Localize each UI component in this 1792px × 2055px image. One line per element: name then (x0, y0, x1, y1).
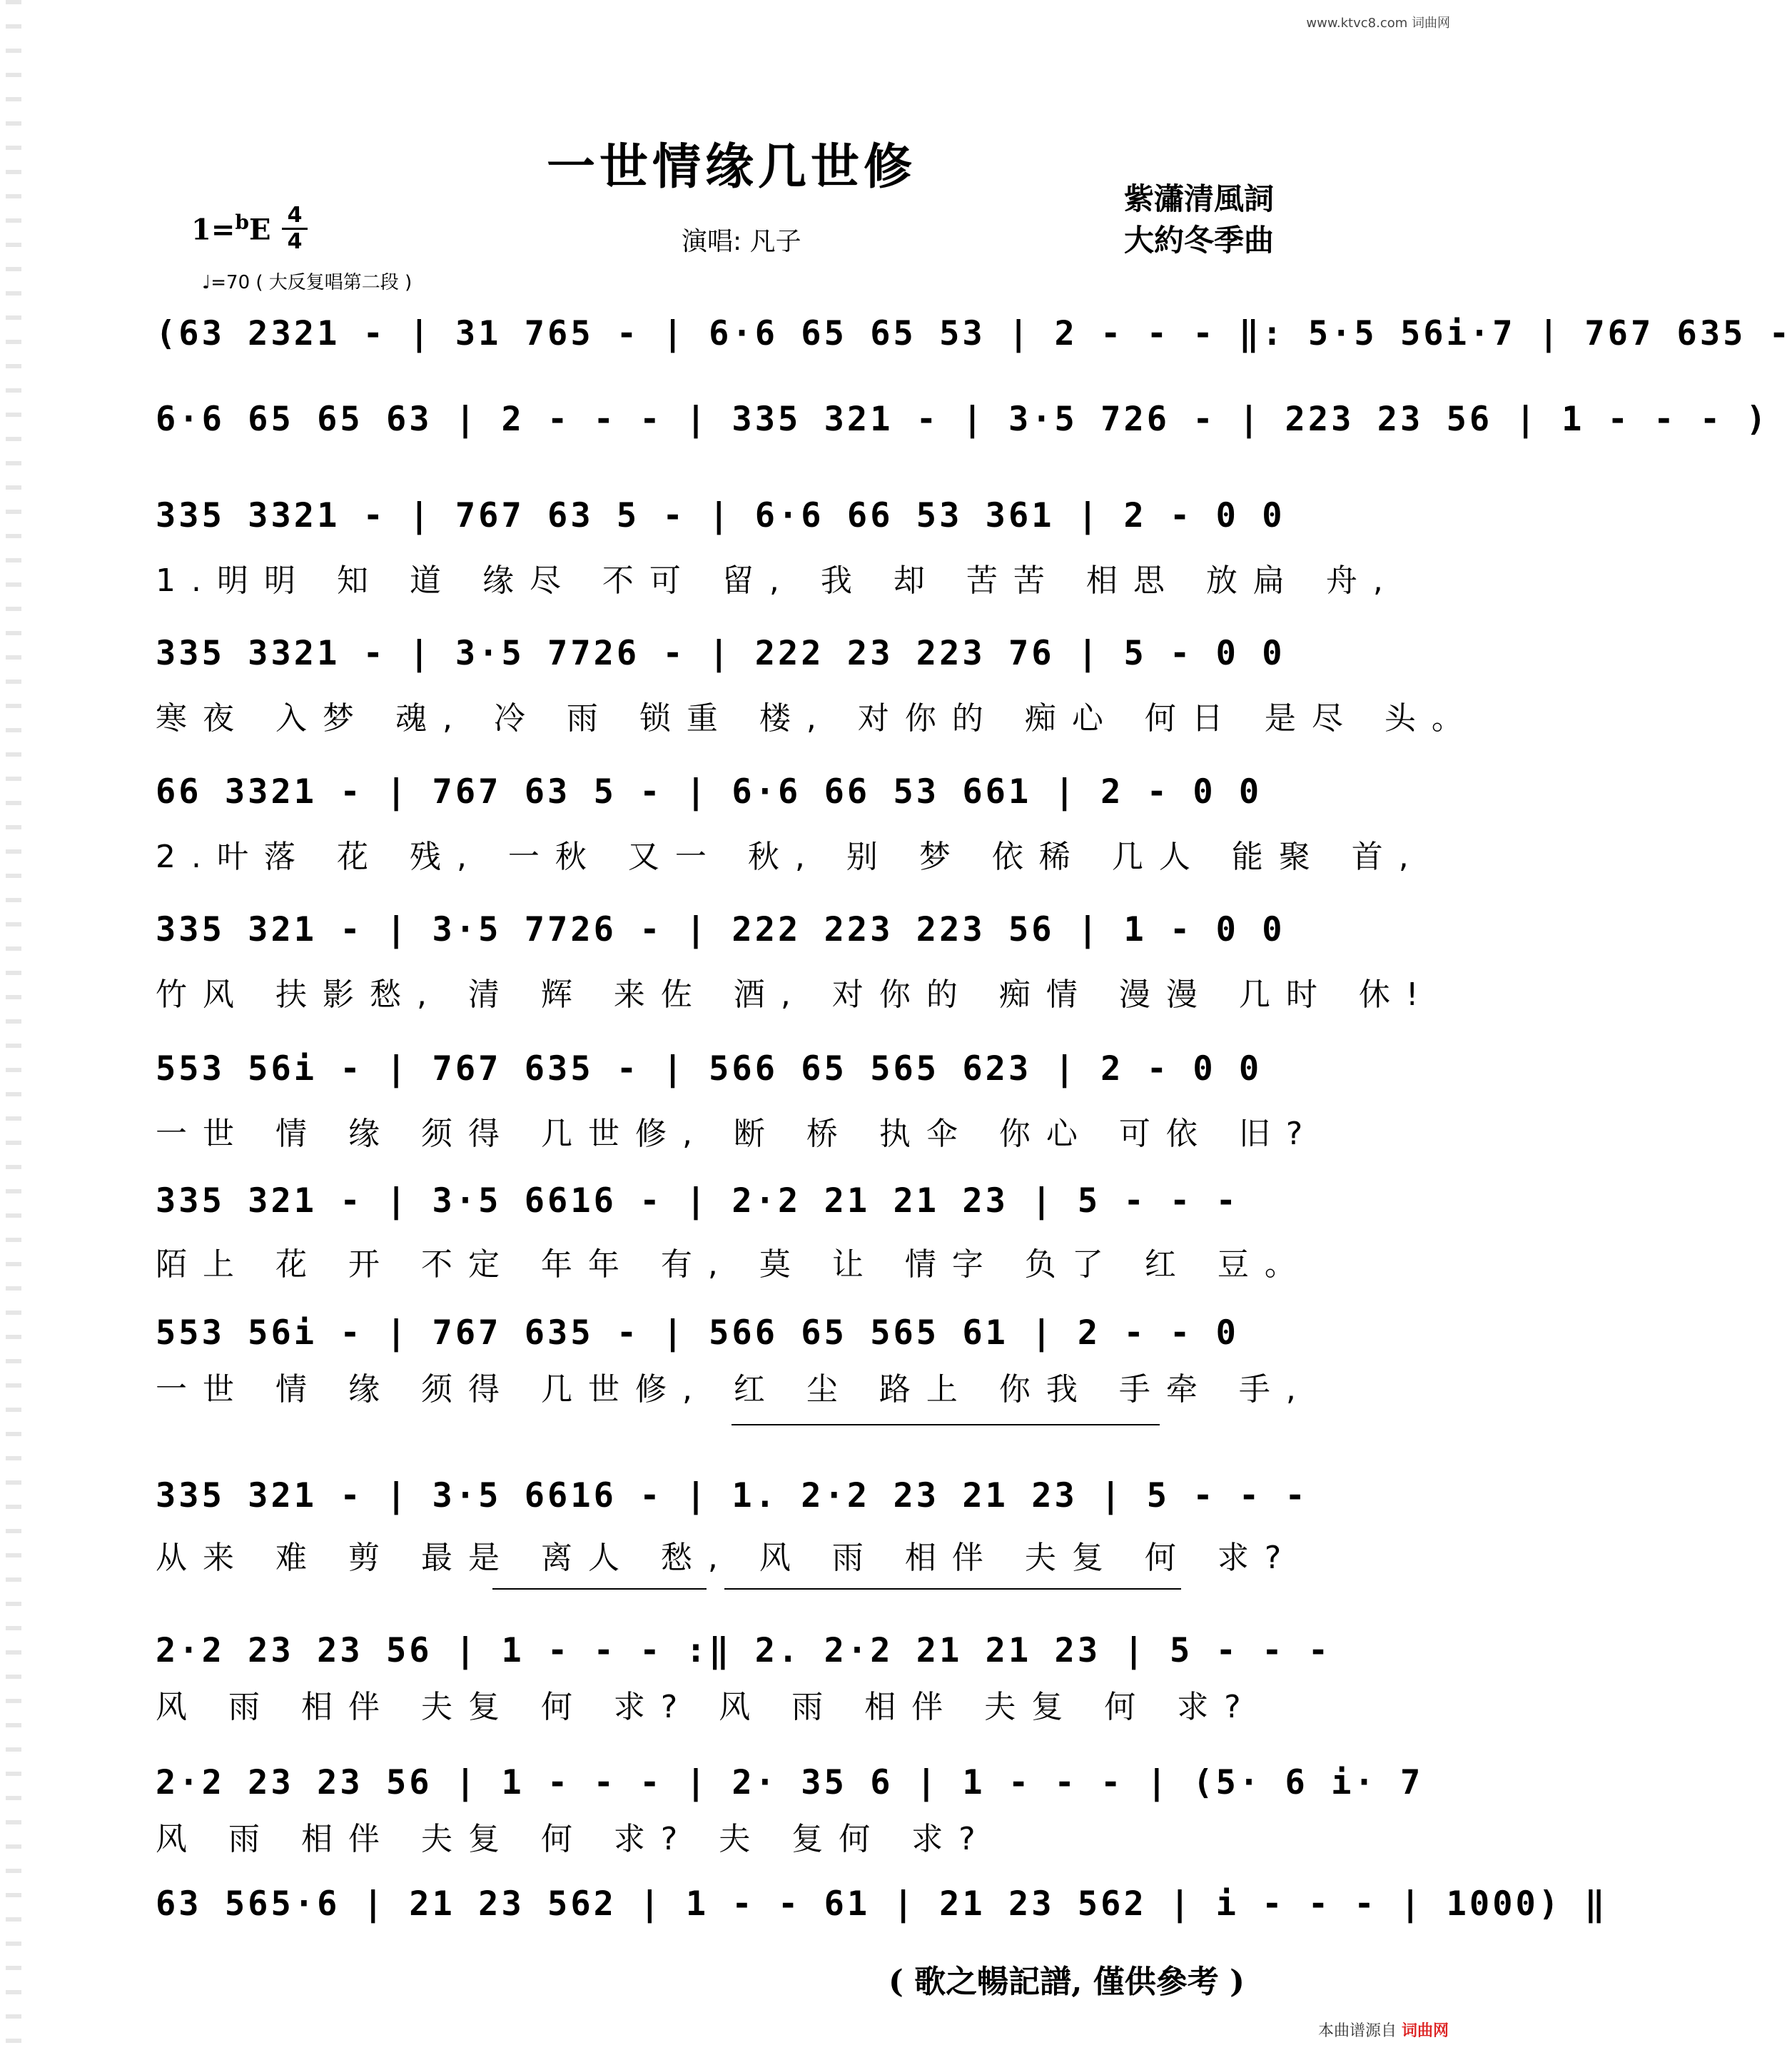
notation-line: 553 56i - | 767 635 - | 566 65 565 623 | 2 - 0 0 (156, 1049, 1262, 1089)
lyric-line: 1.明明 知 道 缘尽 不可 留, 我 却 苦苦 相思 放扁 舟, (156, 562, 1399, 599)
time-signature (282, 203, 308, 254)
lyric-line: 风 雨 相伴 夫复 何 求? 风 雨 相伴 夫复 何 求? (156, 1689, 1257, 1725)
key-signature (191, 211, 270, 246)
meter-bottom: 4 (287, 229, 303, 254)
score-row (0, 400, 1769, 471)
notation-line: 63 565·6 | 21 23 562 | 1 - - 61 | 21 23 562 | i - - - | 1000) ‖ (156, 1884, 1608, 1924)
lyric-line: 寒夜 入梦 魂, 冷 雨 锁重 楼, 对你的 痴心 何日 是尽 头。 (156, 700, 1479, 737)
tempo-marking: ♩=70 ( 大反复唱第二段 ) (202, 272, 412, 293)
flat-sign: b (235, 211, 249, 234)
volta-bracket-2 (724, 1588, 1181, 1590)
score-row (0, 634, 1479, 737)
lyric-line: 竹风 扶影愁, 清 辉 来佐 酒, 对你的 痴情 漫漫 几时 休! (156, 976, 1434, 1013)
notation-line: (63 2321 - | 31 765 - | 6·6 65 65 53 | 2 - - - ‖: 5·5 56i·7 | 767 635 - (156, 314, 1792, 353)
notation-line: 2·2 23 23 56 | 1 - - - :‖ 2. 2·2 21 21 23 | 5 - - - (156, 1631, 1332, 1670)
score-row (0, 1049, 1463, 1152)
lyric-line: 陌上 花 开 不定 年年 有, 莫 让 情字 负了 红 豆。 (156, 1246, 1312, 1283)
notation-line: 335 321 - | 3·5 6616 - | 1. 2·2 23 21 23 | 5 - - - (156, 1476, 1308, 1515)
notation-line: 6·6 65 65 63 | 2 - - - | 335 321 - | 3·5 726 - | 223 23 56 | 1 - - - ) (156, 400, 1769, 439)
key-prefix: 1= (191, 213, 236, 247)
credits (1124, 178, 1274, 261)
notation-line: 335 321 - | 3·5 6616 - | 2·2 21 21 23 | 5 - - - (156, 1181, 1239, 1221)
score-row (0, 496, 1463, 599)
notation-line: 335 321 - | 3·5 7726 - | 222 223 223 56 | 1 - 0 0 (156, 910, 1285, 949)
key-letter: E (248, 213, 271, 247)
meter-top: 4 (287, 203, 303, 228)
score-row (0, 772, 1463, 875)
song-title: 一世情缘几世修 (546, 138, 916, 196)
score-row (0, 314, 1792, 385)
singer: 演唱: 凡子 (682, 227, 801, 256)
bottom-watermark (1318, 2019, 1449, 2041)
volta-bracket-line (492, 1588, 707, 1590)
score-row (0, 1763, 1463, 1857)
score-row (0, 1313, 1463, 1408)
top-watermark: www.ktvc8.com 词曲网 (1306, 16, 1450, 31)
lyricist-credit: 紫瀟清風詞 (1124, 181, 1275, 216)
watermark-prefix: 本曲谱源自 (1317, 2022, 1397, 2040)
lyric-line: 2.叶落 花 残, 一秋 又一 秋, 别 梦 依稀 几人 能聚 首, (156, 839, 1424, 875)
score-row (0, 1631, 1463, 1725)
page-edge-strip (6, 0, 21, 2055)
watermark-brand: 词曲网 (1401, 2022, 1449, 2040)
lyric-line: 从来 难 剪 最是 离人 愁, 风 雨 相伴 夫复 何 求? (156, 1540, 1297, 1576)
score-row (0, 1884, 1608, 1956)
composer-credit: 大約冬季曲 (1124, 223, 1275, 258)
transcriber-note: ( 歌之暢記譜, 僅供參考 ) (889, 1964, 1245, 2000)
score-row (0, 1476, 1463, 1576)
notation-line: 553 56i - | 767 635 - | 566 65 565 61 | 2 - - 0 (156, 1313, 1239, 1353)
volta-bracket-1 (732, 1424, 1160, 1425)
notation-line: 335 3321 - | 767 63 5 - | 6·6 66 53 361 | 2 - 0 0 (156, 496, 1285, 535)
score-row (0, 1181, 1463, 1283)
notation-line: 66 3321 - | 767 63 5 - | 6·6 66 53 661 | 2 - 0 0 (156, 772, 1262, 812)
lyric-line: 风 雨 相伴 夫复 何 求? 夫 复何 求? (156, 1821, 991, 1857)
lyric-line: 一世 情 缘 须得 几世修, 断 桥 执伞 你心 可依 旧? (156, 1116, 1319, 1152)
lyric-line: 一世 情 缘 须得 几世修, 红 尘 路上 你我 手牵 手, (156, 1371, 1312, 1408)
notation-line: 2·2 23 23 56 | 1 - - - | 2· 35 6 | 1 - - - | (5· 6 i· 7 (156, 1763, 1424, 1802)
score-row (0, 910, 1463, 1013)
notation-line: 335 3321 - | 3·5 7726 - | 222 23 223 76 | 5 - 0 0 (156, 634, 1285, 673)
